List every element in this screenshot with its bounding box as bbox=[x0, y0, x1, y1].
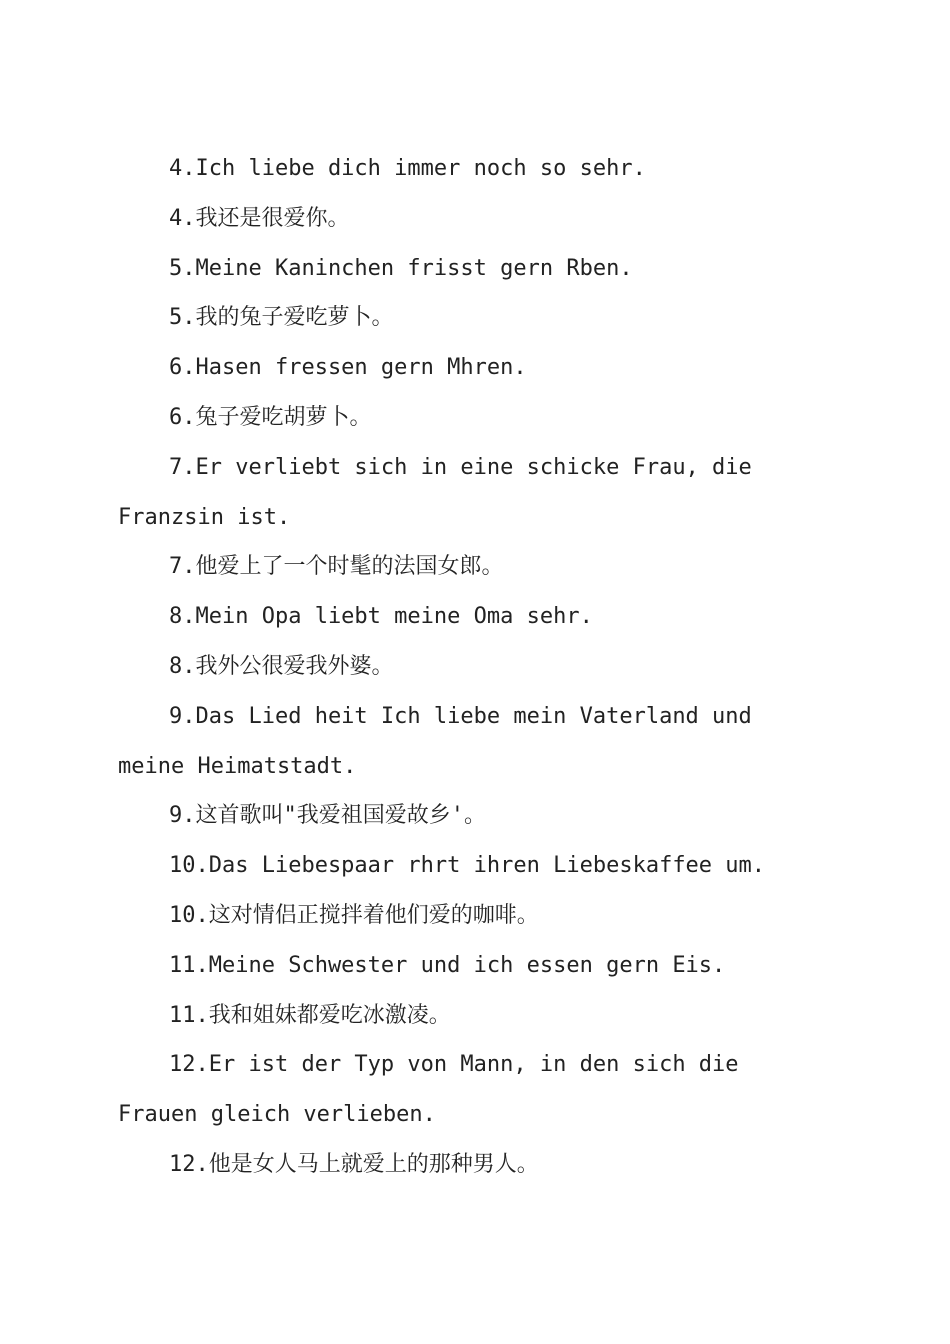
paragraph-9-zh: 9.这首歌叫"我爱祖国爱故乡'。 bbox=[169, 803, 486, 829]
paragraph-7-de: 7.Er verliebt sich in eine schicke Frau, die Franzsin ist. bbox=[118, 454, 752, 530]
paragraph-10-de: 10.Das Liebespaar rhrt ihren Liebeskaffee um. bbox=[169, 853, 766, 879]
paragraph-5-zh: 5.我的兔子爱吃萝卜。 bbox=[169, 305, 394, 331]
paragraph-12-zh: 12.他是女人马上就爱上的那种男人。 bbox=[169, 1151, 539, 1177]
paragraph-8-de: 8.Mein Opa liebt meine Oma sehr. bbox=[169, 604, 593, 630]
paragraph-12-de: 12.Er ist der Typ von Mann, in den sich die Frauen gleich verlieben. bbox=[118, 1052, 739, 1128]
paragraph-11-de: 11.Meine Schwester und ich essen gern Eis. bbox=[169, 952, 726, 978]
paragraph-9-de: 9.Das Lied heit Ich liebe mein Vaterland und meine Heimatstadt. bbox=[118, 703, 752, 779]
paragraph-11-zh: 11.我和姐妹都爱吃冰激凌。 bbox=[169, 1002, 451, 1028]
paragraph-7-zh: 7.他爱上了一个时髦的法国女郎。 bbox=[169, 554, 504, 580]
paragraph-6-zh: 6.兔子爱吃胡萝卜。 bbox=[169, 404, 372, 430]
paragraph-4-zh: 4.我还是很爱你。 bbox=[169, 205, 350, 231]
paragraph-10-zh: 10.这对情侣正搅拌着他们爱的咖啡。 bbox=[169, 902, 539, 928]
paragraph-4-de: 4.Ich liebe dich immer noch so sehr. bbox=[169, 156, 646, 181]
paragraph-8-zh: 8.我外公很爱我外婆。 bbox=[169, 653, 394, 679]
paragraph-5-de: 5.Meine Kaninchen frisst gern Rben. bbox=[169, 255, 633, 281]
document-body bbox=[118, 144, 828, 1190]
paragraph-6-de: 6.Hasen fressen gern Mhren. bbox=[169, 355, 527, 381]
